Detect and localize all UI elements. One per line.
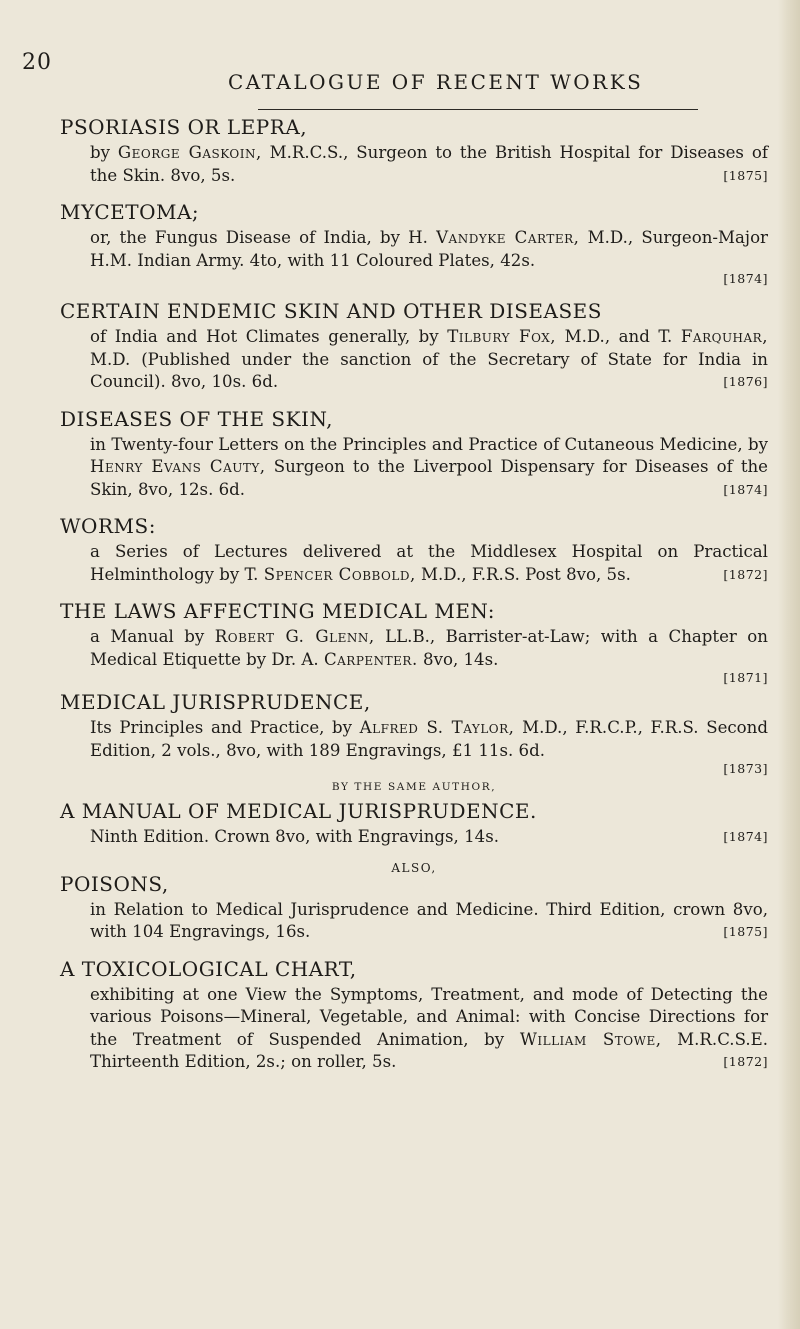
entry-title: PSORIASIS OR LEPRA, [60, 115, 308, 139]
same-author-note: BY THE SAME AUTHOR, [331, 781, 497, 793]
author-name: Farquhar, [680, 327, 768, 346]
entry-title: A MANUAL OF MEDICAL JURISPRUDENCE. [60, 799, 537, 823]
publication-date: [1874] [723, 271, 768, 286]
entry-description: Its Principles and Practice, by Alfred S. Taylor, M.D., F.R.C.P., F.R.S. Second Edition, 2 vols., 8vo, with 189 Engravings, £1 11s. 6d. [90, 718, 768, 760]
publication-date: [1875] [723, 167, 768, 183]
publication-date: [1871] [723, 670, 768, 685]
entries-list [60, 112, 768, 1084]
also-note: ALSO, [391, 860, 437, 875]
entry-description: Ninth Edition. Crown 8vo, with Engravings, 14s. [1874] [90, 826, 768, 849]
author-name: Alfred S. Taylor, [359, 718, 515, 737]
author-name: Tilbury Fox, [447, 327, 557, 346]
publication-date: [1874] [723, 481, 768, 497]
author-name: Robert G. Glenn, [214, 627, 375, 646]
entry-title: MYCETOMA; [60, 200, 200, 224]
entry-description: a Manual by Robert G. Glenn, LL.B., Barrister-at-Law; with a Chapter on Medical Etiquette by Dr. A. Carpenter. 8vo, 14s. [90, 627, 768, 669]
author-name: Spencer Cobbold, [263, 564, 416, 584]
entry-mycetoma [60, 197, 768, 286]
entry-title: DISEASES OF THE SKIN, [60, 406, 334, 431]
entry-title: A TOXICOLOGICAL CHART, [60, 956, 357, 981]
author-name: William Stowe, [519, 1029, 662, 1049]
entry-toxicological-chart [60, 954, 768, 1074]
entry-endemic-skin [60, 296, 768, 394]
publication-date: [1875] [723, 924, 768, 939]
publication-date: [1874] [723, 829, 768, 844]
author-name: Carpenter. [323, 649, 418, 669]
entry-title: WORMS: [60, 514, 156, 538]
entry-medical-jurisprudence [60, 687, 768, 776]
entry-psoriasis [60, 112, 768, 187]
entry-description: in Relation to Medical Jurisprudence and Medicine. Third Edition, crown 8vo, with 104 Engravings, 16s. [1875] [90, 899, 768, 944]
entry-worms [60, 511, 768, 586]
publication-date: [1872] [723, 1054, 768, 1069]
entry-description: in Twenty-four Letters on the Principles and Practice of Cutaneous Medicine, by Henry Evans Cauty, Surgeon to the Liverpool Dispensary for Diseases of the Skin, 8vo, 12s. 6d. [1874] [90, 434, 768, 502]
entry-title: THE LAWS AFFECTING MEDICAL MEN: [60, 599, 495, 623]
author-name: Henry Evans Cauty, [90, 457, 266, 476]
entry-poisons [60, 859, 768, 944]
entry-description: by George Gaskoin, M.R.C.S., Surgeon to the British Hospital for Diseases of the Skin. 8vo, 5s. [1875] [90, 142, 768, 187]
entry-description: a Series of Lectures delivered at the Middlesex Hospital on Practical Helminthology by T. Spencer Cobbold, M.D., F.R.S. Post 8vo, 5s. [1872] [90, 541, 768, 586]
publication-date: [1873] [723, 761, 768, 776]
entry-title: MEDICAL JURISPRUDENCE, [60, 690, 371, 714]
running-head: CATALOGUE OF RECENT WORKS [228, 70, 644, 94]
publication-date: [1876] [723, 374, 768, 389]
entry-description: or, the Fungus Disease of India, by H. Vandyke Carter, M.D., Surgeon-Major H.M. Indian Army. 4to, with 11 Coloured Plates, 42s. [90, 228, 768, 270]
entry-diseases-of-skin [60, 404, 768, 502]
author-name: George Gaskoin, [117, 143, 262, 162]
page-edge-shadow [778, 0, 800, 1329]
header-rule [258, 109, 698, 110]
entry-description: of India and Hot Climates generally, by Tilbury Fox, M.D., and T. Farquhar, M.D. (Published under the sanction of the Secretary of State for India in Council). 8vo, 10s. 6d. [1876] [90, 326, 768, 394]
entry-description: exhibiting at one View the Symptoms, Treatment, and mode of Detecting the various Poisons—Mineral, Vegetable, and Animal: with Concise Directions for the Treatment of Suspended Animation, by William Stowe, M.R.C.S.E. Thirteenth Edition, 2s.; on roller, 5s. [1872] [90, 984, 768, 1074]
entry-title: POISONS, [60, 871, 169, 896]
entry-title: CERTAIN ENDEMIC SKIN AND OTHER DISEASES [60, 299, 602, 323]
author-name: Vandyke Carter, [436, 228, 580, 247]
page-number: 20 [22, 50, 52, 75]
entry-laws-medical-men [60, 596, 768, 685]
entry-manual-jurisprudence [60, 778, 768, 849]
publication-date: [1872] [723, 566, 768, 582]
